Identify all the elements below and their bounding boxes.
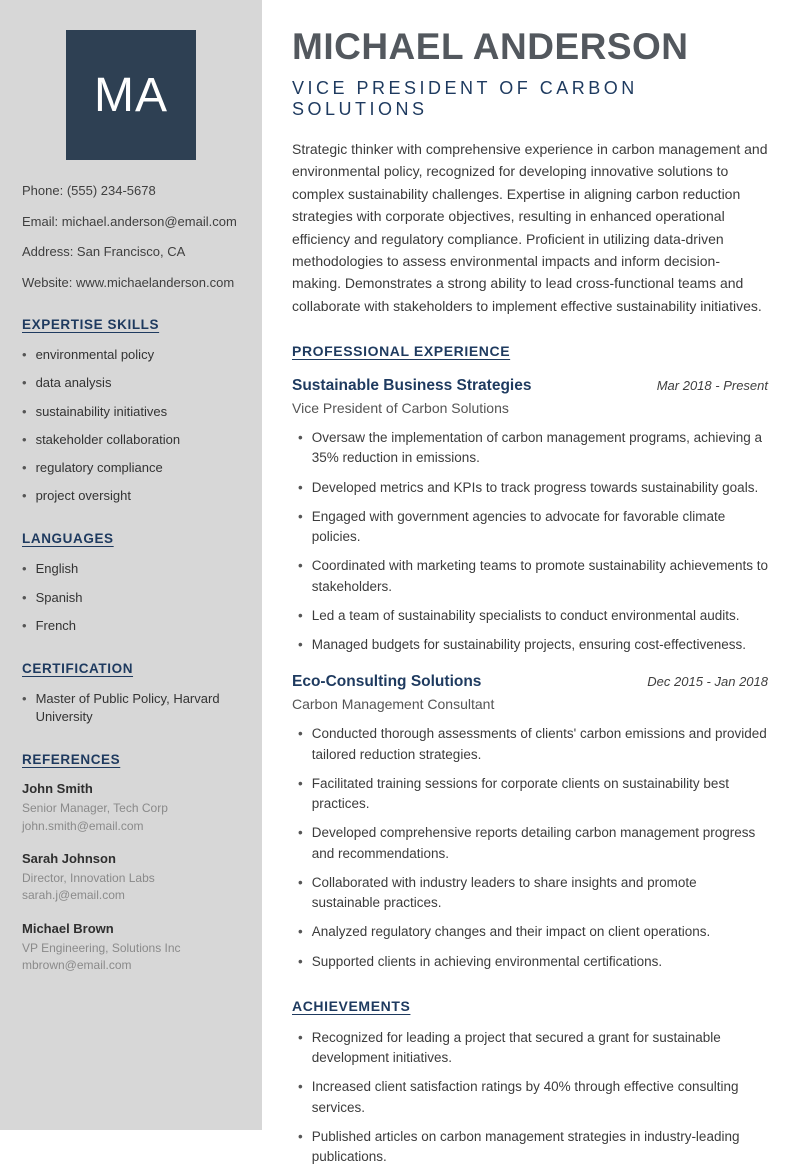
- bullet-icon: •: [298, 1079, 303, 1095]
- achievements-list: [292, 1028, 768, 1167]
- role-title: Carbon Management Consultant: [292, 696, 495, 713]
- achievement-bullet-text: Published articles on carbon management strategies in industry-leading publications.: [311, 1128, 740, 1165]
- contact-info: [22, 182, 240, 291]
- bullet-icon: •: [22, 488, 27, 504]
- experience-bullet-text: Developed comprehensive reports detailing carbon management progress and recommendations.: [311, 825, 756, 861]
- experience-bullet-text: Oversaw the implementation of carbon management programs, achieving a 35% reduction in emissions.: [311, 430, 762, 466]
- experience-bullet: [292, 922, 768, 942]
- skill-item: [22, 459, 240, 477]
- experience-bullet-text: Engaged with government agencies to advocate for favorable climate policies.: [311, 508, 726, 545]
- bullet-icon: •: [298, 637, 303, 653]
- bullet-icon: •: [298, 430, 303, 446]
- bullet-icon: •: [22, 690, 27, 706]
- bullet-icon: •: [22, 403, 27, 419]
- achievements-heading: ACHIEVEMENTS: [292, 997, 411, 1014]
- experience-bullet-text: Conducted thorough assessments of clients' carbon emissions and provided tailored reduction strategies.: [311, 726, 767, 762]
- experience-bullet: [292, 478, 768, 498]
- languages-section: [22, 531, 240, 635]
- reference-name: John Smith: [22, 781, 93, 797]
- certification-heading: CERTIFICATION: [22, 660, 134, 676]
- reference-item: [22, 851, 240, 905]
- skill-label: project oversight: [35, 488, 131, 504]
- languages-heading: LANGUAGES: [22, 531, 114, 547]
- reference-email: mbrown@email.com: [22, 958, 132, 973]
- bullet-icon: •: [22, 561, 27, 577]
- bullet-icon: •: [22, 375, 27, 391]
- language-label: French: [35, 617, 77, 633]
- reference-name: Sarah Johnson: [22, 851, 116, 867]
- achievement-bullet-text: Recognized for leading a project that secured a grant for sustainable development initiatives.: [311, 1029, 721, 1066]
- skill-label: stakeholder collaboration: [35, 431, 181, 447]
- language-item: [22, 560, 240, 578]
- bullet-icon: •: [298, 924, 303, 940]
- language-label: English: [35, 561, 79, 577]
- bullet-icon: •: [298, 825, 303, 841]
- experience-bullet: [292, 952, 768, 972]
- experience-bullet-text: Facilitated training sessions for corporate clients on sustainability best practices.: [311, 775, 729, 812]
- reference-email: john.smith@email.com: [22, 818, 144, 833]
- person-job-title: VICE PRESIDENT OF CARBON SOLUTIONS: [292, 78, 638, 119]
- experience-entry: [292, 377, 768, 655]
- bullet-icon: •: [298, 1029, 303, 1045]
- bullet-icon: •: [298, 607, 303, 623]
- experience-bullet-text: Analyzed regulatory changes and their impact on client operations.: [311, 924, 711, 940]
- language-item: [22, 617, 240, 635]
- expertise-heading: EXPERTISE SKILLS: [22, 317, 160, 333]
- skill-label: environmental policy: [35, 347, 155, 363]
- experience-bullet-text: Supported clients in achieving environmental certifications.: [311, 953, 663, 969]
- bullet-icon: •: [298, 558, 303, 574]
- reference-email: sarah.j@email.com: [22, 888, 125, 903]
- references-heading: REFERENCES: [22, 752, 121, 768]
- experience-bullet: [292, 774, 768, 815]
- main-content: [262, 0, 800, 1165]
- reference-item: [22, 781, 240, 835]
- experience-bullet-text: Managed budgets for sustainability projects, ensuring cost-effectiveness.: [311, 637, 746, 653]
- employment-dates: Dec 2015 - Jan 2018: [647, 674, 768, 690]
- experience-bullet-text: Coordinated with marketing teams to promote sustainability achievements to stakeholders.: [311, 558, 768, 594]
- avatar: [66, 30, 196, 160]
- experience-bullet: [292, 823, 768, 864]
- experience-entry: [292, 673, 768, 972]
- reference-title: VP Engineering, Solutions Inc: [22, 940, 181, 955]
- bullet-icon: •: [22, 431, 27, 447]
- experience-bullet-text: Led a team of sustainability specialists to conduct environmental audits.: [311, 607, 740, 623]
- experience-bullet-text: Developed metrics and KPIs to track progress towards sustainability goals.: [311, 479, 759, 495]
- contact-phone: Phone: (555) 234-5678: [22, 183, 156, 198]
- skill-item: [22, 487, 240, 505]
- experience-bullet: [292, 556, 768, 597]
- contact-website: Website: www.michaelanderson.com: [22, 274, 235, 290]
- skill-label: regulatory compliance: [35, 459, 163, 475]
- bullet-icon: •: [298, 726, 303, 742]
- references-section: [22, 752, 240, 974]
- experience-heading: PROFESSIONAL EXPERIENCE: [292, 343, 511, 360]
- company-name: Sustainable Business Strategies: [292, 377, 532, 395]
- language-label: Spanish: [35, 589, 83, 605]
- bullet-icon: •: [22, 347, 27, 363]
- company-name: Eco-Consulting Solutions: [292, 673, 482, 691]
- bullet-icon: •: [298, 479, 303, 495]
- skill-item: [22, 374, 240, 392]
- contact-email: Email: michael.anderson@email.com: [22, 213, 237, 229]
- experience-bullet: [292, 724, 768, 765]
- reference-title: Senior Manager, Tech Corp: [22, 801, 168, 816]
- bullet-icon: •: [22, 617, 27, 633]
- bullet-icon: •: [298, 1128, 303, 1144]
- experience-bullet: [292, 507, 768, 548]
- reference-title: Director, Innovation Labs: [22, 871, 155, 886]
- avatar-initials: MA: [94, 68, 168, 122]
- skill-label: sustainability initiatives: [35, 403, 168, 419]
- employment-dates: Mar 2018 - Present: [656, 378, 768, 394]
- certification-section: [22, 661, 240, 726]
- certification-item: [22, 690, 240, 726]
- reference-item: [22, 921, 240, 975]
- bullet-icon: •: [22, 589, 27, 605]
- skill-label: data analysis: [35, 375, 112, 391]
- reference-name: Michael Brown: [22, 920, 114, 936]
- experience-bullet-text: Collaborated with industry leaders to share insights and promote sustainable practices.: [311, 874, 697, 911]
- achievement-bullet: [292, 1077, 768, 1118]
- skill-item: [22, 346, 240, 364]
- bullet-icon: •: [298, 775, 303, 791]
- bullet-icon: •: [298, 953, 303, 969]
- achievement-bullet: [292, 1127, 768, 1167]
- bullet-icon: •: [22, 459, 27, 475]
- certification-label: Master of Public Policy, Harvard University: [35, 690, 220, 725]
- sidebar: [0, 0, 262, 1130]
- bullet-icon: •: [298, 874, 303, 890]
- skill-item: [22, 431, 240, 449]
- bullet-icon: •: [298, 508, 303, 524]
- role-title: Vice President of Carbon Solutions: [292, 400, 509, 417]
- skill-item: [22, 403, 240, 421]
- contact-address: Address: San Francisco, CA: [22, 244, 186, 260]
- experience-bullet: [292, 635, 768, 655]
- person-name: MICHAEL ANDERSON: [292, 26, 689, 67]
- language-item: [22, 589, 240, 607]
- expertise-section: [22, 317, 240, 505]
- experience-bullet: [292, 873, 768, 914]
- achievement-bullet: [292, 1028, 768, 1069]
- experience-bullet: [292, 606, 768, 626]
- achievement-bullet-text: Increased client satisfaction ratings by 40% through effective consulting services.: [311, 1079, 739, 1115]
- experience-bullet: [292, 428, 768, 469]
- summary-paragraph: Strategic thinker with comprehensive experience in carbon management and environmental policy, recognized for developing innovative solutions to complex sustainability challenges. Expertise in aligning carbon reduction strategies with corporate objectives, resulting in enhanced operational efficiency and regulatory compliance. Proficient in utilizing data-driven methodologies to assess environmental impacts and inform decision-making. Demonstrates a strong ability to lead cross-functional teams and collaborate with stakeholders to implement effective sustainability initiatives.: [292, 141, 768, 314]
